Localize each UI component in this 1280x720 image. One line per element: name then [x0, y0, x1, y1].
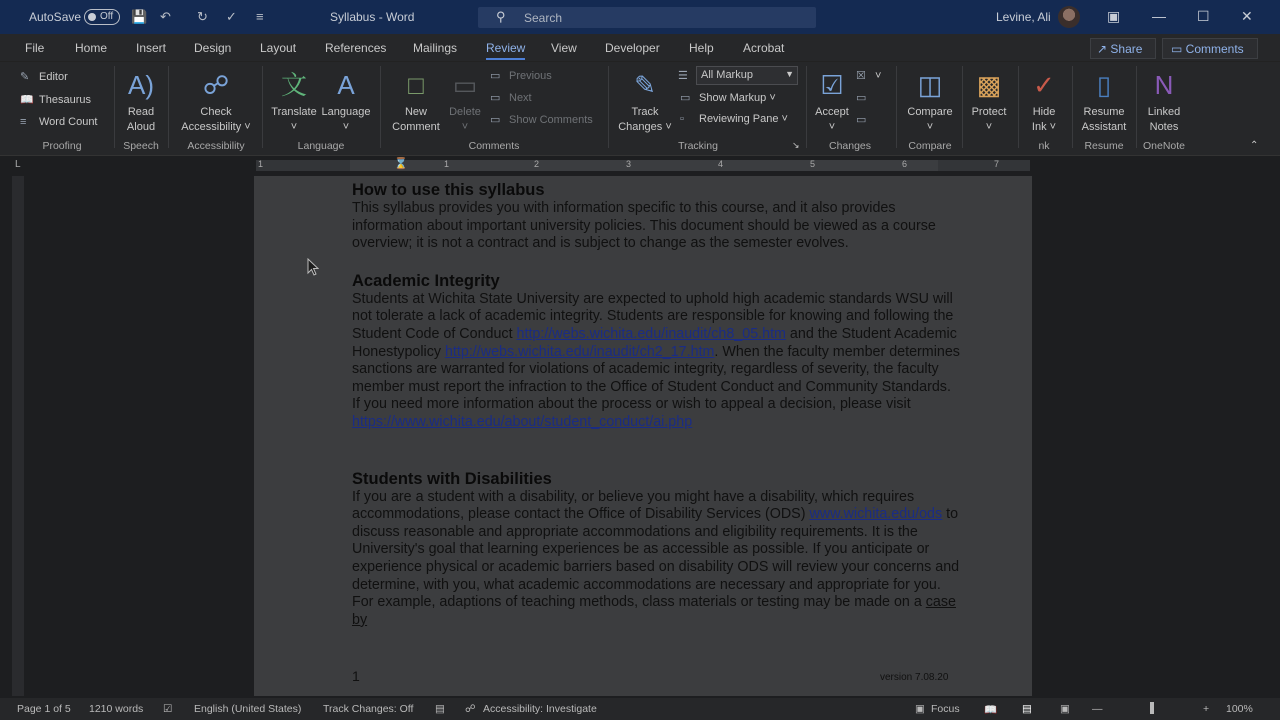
show-markup-button[interactable]: ▭ Show Markup ˅	[680, 92, 776, 104]
paragraph-disabilities	[352, 489, 962, 630]
next-icon: ▭	[490, 92, 501, 104]
comments-label: Comments	[1185, 42, 1244, 56]
hide-label: Hide	[1032, 106, 1056, 118]
word-count-label: Word Count	[39, 116, 98, 128]
autosave-label: AutoSave	[29, 10, 82, 24]
proofing-status-icon[interactable]: ☑	[163, 703, 173, 715]
focus-icon[interactable]: ▣	[915, 703, 925, 715]
text-run: If you are a student with a disability, or believe you might have a disability, which requires accommodations, please contact the Office of Disability Services (ODS)	[352, 488, 915, 523]
title-bar	[0, 0, 1280, 34]
language-label: Language	[321, 106, 371, 118]
translate-label: Translate	[271, 106, 317, 118]
track-changes-status[interactable]: Track Changes: Off	[323, 703, 414, 715]
ribbon-display-icon[interactable]: ▣	[1107, 8, 1121, 24]
accessibility-status[interactable]: Accessibility: Investigate	[483, 703, 597, 715]
protect-button[interactable]: ▩ Protect ˅	[966, 68, 1012, 135]
text-run: . When the faculty member determines sanctions are warranted for violations of academic integrity, regardless of severity, the faculty member must report the infraction to the Office of Student Conduct and Community Standards. If you need more information about the process or wish to appeal a decision, please visit	[352, 343, 960, 413]
previous-icon: ▭	[490, 70, 501, 82]
tab-mailings[interactable]: Mailings	[413, 41, 458, 55]
delete-comment-icon: ▭	[452, 70, 478, 100]
macro-icon[interactable]: ▤	[435, 703, 445, 715]
group-label-speech: Speech	[123, 140, 159, 152]
editor-button[interactable]	[20, 70, 68, 83]
tab-acrobat[interactable]: Acrobat	[743, 41, 785, 55]
ribbon-tabs	[0, 34, 1280, 62]
ruler-number: 5	[810, 159, 816, 169]
linked-notes-button[interactable]	[1140, 68, 1188, 135]
track-changes-icon: ✎	[634, 70, 656, 100]
new-comment-icon: □	[408, 70, 424, 100]
group-label-ink: nk	[1038, 140, 1050, 152]
autosave-toggle[interactable]	[84, 9, 120, 25]
group-label-language: Language	[297, 140, 345, 152]
heading-disabilities: Students with Disabilities	[352, 469, 552, 488]
accessibility-status-icon[interactable]: ☍	[465, 703, 476, 715]
previous-change-button[interactable]	[856, 91, 875, 104]
translate-icon: 文	[280, 70, 307, 100]
minimize-icon[interactable]: —	[1152, 8, 1166, 24]
ruler-number: 6	[902, 159, 908, 169]
hide-ink-icon: ✓	[1033, 70, 1055, 100]
translate-button[interactable]: 文 Translate ˅	[268, 68, 320, 135]
track-changes-button[interactable]: ✎ Track Changes ˅	[614, 68, 676, 135]
group-divider	[608, 66, 609, 148]
reviewing-pane-icon: ▫	[680, 113, 684, 125]
zoom-level[interactable]: 100%	[1226, 703, 1253, 715]
protect-label: Protect	[971, 106, 1007, 118]
group-label-accessibility: Accessibility	[187, 140, 245, 152]
autosave-state: Off	[100, 11, 114, 22]
show-markup-label: Show Markup	[699, 92, 767, 104]
group-divider	[114, 66, 115, 148]
tab-developer[interactable]: Developer	[605, 41, 660, 55]
group-divider	[168, 66, 169, 148]
read-mode-icon[interactable]: 📖	[984, 704, 998, 716]
markup-select-value: All Markup	[701, 69, 753, 81]
show-comments-icon: ▭	[490, 114, 501, 126]
thesaurus-label: Thesaurus	[39, 94, 91, 106]
group-label-tracking: Tracking	[678, 140, 718, 152]
ribbon	[0, 62, 1280, 156]
language-icon: A	[337, 70, 355, 100]
reviewing-pane-button[interactable]: ▫ Reviewing Pane ˅	[680, 113, 788, 125]
onenote-icon: N	[1154, 70, 1174, 100]
group-divider	[1018, 66, 1019, 148]
paragraph-academic-integrity	[352, 291, 962, 432]
read-label: Read	[127, 106, 155, 118]
share-label: Share	[1110, 42, 1143, 56]
chevron-down-icon: ▼	[785, 69, 794, 79]
read-aloud-icon: A)	[128, 70, 154, 100]
tab-file[interactable]: File	[25, 41, 45, 55]
accessibility-icon: ☍	[202, 70, 230, 100]
reject-button[interactable]: ☒ ˅	[856, 70, 882, 82]
tab-design[interactable]: Design	[194, 41, 232, 55]
customize-toolbar-icon[interactable]: ≡	[256, 9, 264, 24]
link-ods[interactable]: www.wichita.edu/ods	[809, 506, 943, 523]
share-button[interactable]	[1090, 38, 1156, 59]
ruler-number: 4	[718, 159, 724, 169]
group-divider	[1072, 66, 1073, 148]
text-run: and the Student Academic Honestypolicy	[352, 325, 957, 360]
document-page[interactable]	[254, 176, 1032, 696]
zoom-slider[interactable]	[1150, 702, 1154, 714]
group-label-changes: Changes	[828, 140, 872, 152]
link-code-of-conduct[interactable]: http://webs.wichita.edu/inaudit/ch8_05.htm	[516, 325, 786, 342]
check-accessibility-button[interactable]: ☍ Check Accessibility ˅	[174, 68, 258, 135]
accept-label: Accept	[815, 106, 849, 118]
previous-label: Previous	[509, 70, 552, 82]
format-painter-icon[interactable]: ✓	[226, 9, 237, 24]
notes-label: Notes	[1149, 121, 1179, 133]
vertical-ruler	[12, 176, 24, 696]
text-run: Students at Wichita State University are expected to uphold high academic standards WSU will not tolerate a lack of academic integrity. Students are responsible for knowing and following the Student Code of Conduct	[352, 290, 954, 342]
next-change-icon: ▭	[856, 114, 867, 126]
previous-change-icon: ▭	[856, 92, 867, 104]
horizontal-ruler[interactable]	[0, 156, 1280, 176]
heading-academic-integrity: Academic Integrity	[352, 271, 500, 290]
editor-icon: ✎	[20, 71, 30, 83]
changes-label: Changes	[618, 121, 663, 133]
aloud-label: Aloud	[126, 121, 156, 133]
collapse-ribbon-icon[interactable]: ⌃	[1250, 140, 1259, 151]
avatar[interactable]	[1058, 6, 1080, 28]
search-box[interactable]	[478, 7, 816, 28]
share-icon: ↗	[1097, 42, 1111, 56]
maximize-icon[interactable]: ☐	[1197, 8, 1210, 24]
status-bar	[0, 698, 1280, 720]
tab-help[interactable]: Help	[689, 41, 714, 55]
resume-assistant-icon: ▯	[1096, 70, 1112, 100]
comment-icon: ▭	[1171, 42, 1186, 56]
accessibility-label: Accessibility	[181, 121, 242, 133]
track-label: Track	[631, 106, 659, 118]
comments-button[interactable]	[1162, 38, 1258, 59]
ruler-number: 7	[994, 159, 1000, 169]
group-divider	[380, 66, 381, 148]
delete-label: Delete	[449, 106, 481, 118]
page-number: 1	[352, 668, 360, 684]
read-aloud-button[interactable]	[118, 68, 164, 135]
group-label-comments: Comments	[468, 140, 520, 152]
next-change-button[interactable]	[856, 113, 875, 126]
focus-mode[interactable]: Focus	[931, 703, 960, 715]
heading-syllabus: How to use this syllabus	[352, 181, 545, 199]
compare-icon: ◫	[917, 70, 943, 100]
close-icon[interactable]: ✕	[1241, 8, 1253, 24]
group-label-proofing: Proofing	[42, 140, 82, 152]
zoom-in-icon[interactable]: +	[1203, 703, 1210, 715]
zoom-out-icon[interactable]: —	[1092, 703, 1103, 715]
show-markup-icon: ▭	[680, 92, 691, 104]
print-layout-icon[interactable]: ▤	[1022, 703, 1032, 715]
text-run-underlined: case by	[352, 594, 956, 628]
thesaurus-icon: 📖	[20, 94, 34, 106]
undo-icon[interactable]: ↶	[160, 9, 171, 24]
group-divider	[896, 66, 897, 148]
paragraph-syllabus: This syllabus provides you with information specific to this course, and it also provides information about important university policies. This document should be viewed as a course overview; it is not a contract and is subject to change as the semester evolves.	[352, 200, 936, 252]
tab-insert[interactable]: Insert	[136, 41, 167, 55]
group-label-resume: Resume	[1084, 140, 1124, 152]
group-divider	[806, 66, 807, 148]
ruler-bar	[256, 160, 1030, 171]
accept-button[interactable]: ☑ Accept ˅	[810, 68, 854, 135]
tab-references[interactable]: References	[325, 41, 387, 55]
word-count-button[interactable]	[20, 116, 98, 128]
editor-label: Editor	[39, 71, 68, 83]
check-label: Check	[200, 106, 232, 118]
tab-home[interactable]: Home	[75, 41, 108, 55]
tab-view[interactable]: View	[551, 41, 577, 55]
linked-label: Linked	[1147, 106, 1181, 118]
search-icon: ⚲	[496, 9, 506, 24]
markup-icon: ☰	[678, 70, 688, 82]
ruler-text-area	[350, 160, 938, 171]
thesaurus-button[interactable]	[20, 93, 91, 106]
group-divider	[962, 66, 963, 148]
tracking-options-icon[interactable]: ↘	[792, 140, 800, 150]
link-honesty-policy[interactable]: http://webs.wichita.edu/inaudit/ch2_17.htm	[444, 343, 715, 360]
group-label-onenote: OneNote	[1142, 140, 1186, 152]
group-divider	[1136, 66, 1137, 148]
markup-select[interactable]	[696, 66, 798, 85]
ruler-number: 3	[626, 159, 632, 169]
delete-comment-button[interactable]: ▭ Delete ˅	[444, 68, 486, 135]
link-student-conduct[interactable]: https://www.wichita.edu/about/student_conduct/ai.php	[352, 413, 693, 430]
ruler-number: 2	[534, 159, 540, 169]
language-status[interactable]: English (United States)	[194, 703, 302, 715]
compare-button[interactable]: ◫ Compare ˅	[902, 68, 958, 135]
document-title: Syllabus - Word	[330, 10, 415, 24]
save-icon[interactable]: 💾	[131, 9, 148, 24]
document-body[interactable]	[352, 180, 962, 629]
hide-ink-button[interactable]: ✓ Hide Ink ˅	[1022, 68, 1066, 135]
text-run: to discuss reasonable and appropriate accommodations and eligibility requirements. It is the University's goal that learning experiences be as accessible as possible. If you anticipate or experience physical or academic barriers based on disability ODS will review your concerns and determine, with you, what academic accommodations are necessary and appropriate for you. For example, adaptions of teaching methods, class materials or testing may be made on a	[352, 506, 960, 611]
next-label: Next	[509, 92, 532, 104]
ruler-number: 1	[444, 159, 450, 169]
next-comment-button[interactable]	[490, 91, 532, 104]
protect-icon: ▩	[976, 70, 1002, 100]
ruler-number: 1	[258, 159, 264, 169]
group-divider	[262, 66, 263, 148]
resume-label: Resume	[1083, 106, 1125, 118]
redo-icon[interactable]: ↻	[197, 9, 208, 24]
previous-comment-button[interactable]	[490, 69, 552, 82]
show-comments-button[interactable]	[490, 113, 593, 126]
user-name[interactable]: Levine, Ali	[996, 10, 1051, 24]
resume-assistant-button[interactable]	[1076, 68, 1132, 135]
assistant-label: Assistant	[1081, 121, 1127, 133]
new-label: New	[404, 106, 427, 118]
toggle-knob	[88, 13, 96, 21]
language-button[interactable]: A Language ˅	[321, 70, 371, 133]
show-comments-label: Show Comments	[509, 114, 593, 126]
tab-layout[interactable]: Layout	[260, 41, 297, 55]
tab-selector-icon[interactable]: L	[15, 159, 21, 170]
new-comment-button[interactable]	[388, 68, 444, 135]
indent-marker-icon[interactable]: ⌛	[394, 158, 408, 170]
comment-label: Comment	[392, 121, 440, 133]
tab-review[interactable]: Review	[486, 41, 526, 55]
search-placeholder: Search	[524, 11, 563, 25]
web-layout-icon[interactable]: ▣	[1060, 703, 1070, 715]
accept-icon: ☑	[820, 70, 844, 100]
mouse-pointer-icon	[307, 258, 319, 276]
version-footer: version 7.08.20	[880, 672, 949, 683]
group-label-compare: Compare	[908, 140, 952, 152]
word-count[interactable]: 1210 words	[89, 703, 144, 715]
page-count[interactable]: Page 1 of 5	[17, 703, 71, 715]
reject-icon: ☒	[856, 70, 866, 82]
word-count-icon: ≡	[20, 116, 27, 128]
compare-label: Compare	[907, 106, 953, 118]
reviewing-pane-label: Reviewing Pane	[699, 113, 779, 125]
ink-label: Ink	[1031, 121, 1047, 133]
